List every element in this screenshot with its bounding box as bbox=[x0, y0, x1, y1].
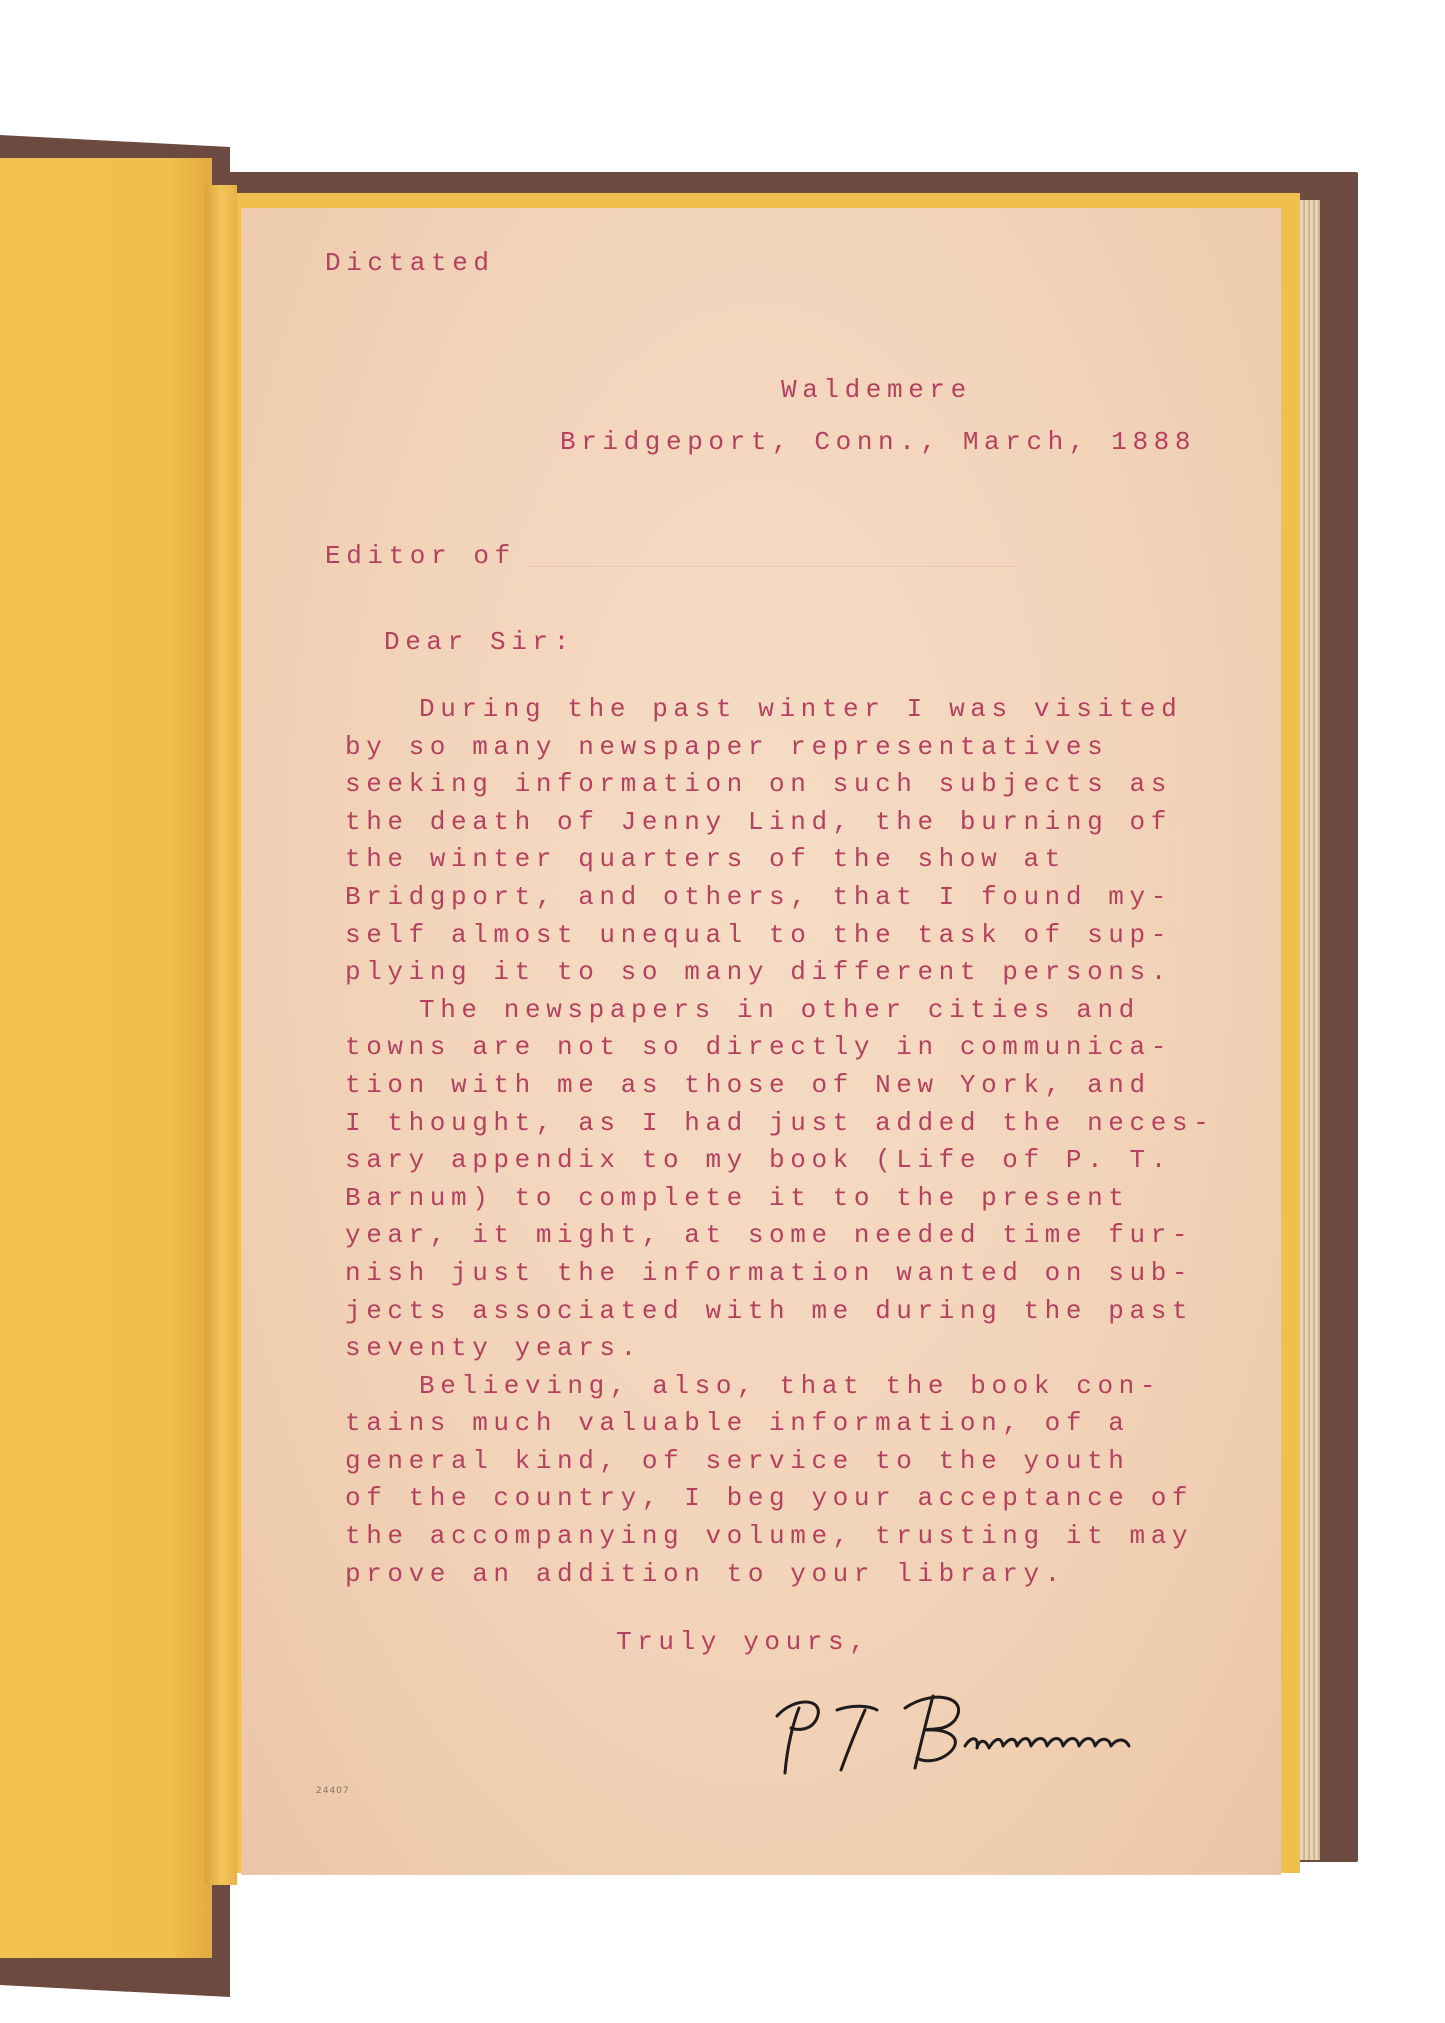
body-line: towns are not so directly in communica- bbox=[345, 1032, 1172, 1063]
addressee-label: Editor of bbox=[325, 541, 516, 571]
body-line: plying it to so many different persons. bbox=[345, 957, 1172, 988]
body-line: tion with me as those of New York, and bbox=[345, 1069, 1151, 1100]
body-line: seventy years. bbox=[345, 1333, 642, 1364]
body-line: The newspapers in other cities and bbox=[419, 994, 1140, 1025]
body-line: seeking information on such subjects as bbox=[345, 769, 1172, 800]
body-line: general kind, of service to the youth bbox=[345, 1445, 1130, 1476]
body-line: jects associated with me during the past bbox=[345, 1295, 1194, 1326]
salutation: Dear Sir: bbox=[384, 627, 575, 657]
stock-number: 24407 bbox=[316, 1786, 350, 1796]
addressee-blank-line bbox=[527, 566, 1017, 567]
body-line: of the country, I beg your acceptance of bbox=[345, 1483, 1194, 1514]
body-line: self almost unequal to the task of sup- bbox=[345, 919, 1172, 950]
book-gutter bbox=[205, 185, 237, 1885]
body-line: year, it might, at some needed time fur- bbox=[345, 1220, 1194, 1251]
body-line: the death of Jenny Lind, the burning of bbox=[345, 806, 1172, 837]
dateline: Bridgeport, Conn., March, 1888 bbox=[560, 427, 1197, 457]
body-line: the accompanying volume, trusting it may bbox=[345, 1521, 1194, 1552]
body-line: I thought, as I had just added the neces- bbox=[345, 1107, 1215, 1138]
letter-body bbox=[345, 691, 1214, 1593]
body-line: Believing, also, that the book con- bbox=[419, 1370, 1162, 1401]
body-line: tains much valuable information, of a bbox=[345, 1408, 1130, 1439]
letterhead-place: Waldemere bbox=[781, 375, 972, 405]
body-line: Barnum) to complete it to the present bbox=[345, 1182, 1130, 1213]
closing: Truly yours, bbox=[616, 1627, 871, 1657]
left-endpaper bbox=[0, 158, 212, 1958]
dictated-label: Dictated bbox=[325, 248, 495, 278]
body-line: sary appendix to my book (Life of P. T. bbox=[345, 1145, 1172, 1176]
body-line: nish just the information wanted on sub- bbox=[345, 1257, 1194, 1288]
body-line: prove an addition to your library. bbox=[345, 1558, 1066, 1589]
body-line: Bridgport, and others, that I found my- bbox=[345, 881, 1172, 912]
body-line: by so many newspaper representatives bbox=[345, 731, 1109, 762]
body-line: During the past winter I was visited bbox=[419, 694, 1183, 724]
body-line: the winter quarters of the show at bbox=[345, 844, 1066, 875]
signature-image bbox=[765, 1688, 1175, 1788]
